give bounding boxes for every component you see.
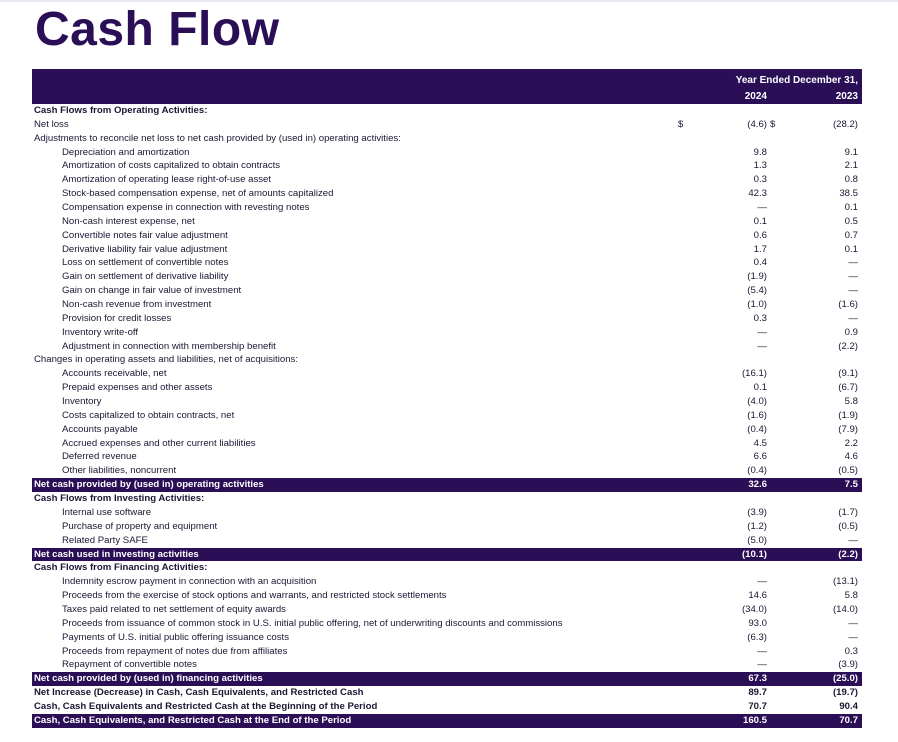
table-row	[32, 256, 862, 270]
row-label: Compensation expense in connection with revesting notes	[62, 202, 310, 214]
row-label: Cash, Cash Equivalents, and Restricted Cash at the End of the Period	[34, 714, 352, 726]
row-label: Cash, Cash Equivalents and Restricted Cash at the Beginning of the Period	[34, 700, 378, 712]
row-label: Net loss	[34, 118, 69, 130]
value-2024: 14.6	[748, 590, 767, 602]
value-2023: (9.1)	[838, 368, 858, 380]
table-row	[32, 132, 862, 146]
cash-flow-table	[32, 104, 862, 728]
table-row	[32, 506, 862, 520]
value-2024: 67.3	[748, 673, 767, 685]
value-2024: —	[757, 202, 767, 214]
value-2023: (7.9)	[838, 423, 858, 435]
value-2023: 0.8	[844, 174, 858, 186]
table-row	[32, 520, 862, 534]
row-label: Proceeds from the exercise of stock options and warrants, and restricted stock settlements	[62, 590, 447, 602]
row-label: Taxes paid related to net settlement of equity awards	[62, 603, 286, 615]
value-2023: 2.1	[844, 160, 858, 172]
value-2023: 2.2	[844, 437, 858, 449]
value-2023: (14.0)	[832, 603, 858, 615]
value-2023: 5.8	[844, 590, 858, 602]
table-row	[32, 575, 862, 589]
value-2023: (0.5)	[838, 465, 858, 477]
value-2024: 0.3	[753, 174, 767, 186]
row-label: Provision for credit losses	[62, 312, 172, 324]
value-2024: 0.3	[753, 312, 767, 324]
value-2024: (1.6)	[747, 409, 767, 421]
value-2024: (1.9)	[747, 271, 767, 283]
value-2023: 0.7	[844, 229, 858, 241]
value-2024: (6.3)	[747, 631, 767, 643]
value-2023: 4.6	[844, 451, 858, 463]
row-label: Purchase of property and equipment	[62, 520, 218, 532]
value-2024: 89.7	[748, 687, 767, 699]
row-label: Internal use software	[62, 506, 152, 518]
table-row	[32, 423, 862, 437]
table-row	[32, 215, 862, 229]
value-2023: —	[848, 285, 858, 297]
row-label: Related Party SAFE	[62, 534, 148, 546]
year-current: 2024	[744, 91, 767, 102]
row-label: Net cash used in investing activities	[34, 548, 199, 560]
value-2023: 70.7	[839, 714, 858, 726]
table-row	[32, 118, 862, 132]
row-label: Proceeds from repayment of notes due from affiliates	[62, 645, 288, 657]
row-label: Non-cash revenue from investment	[62, 299, 212, 311]
value-2023: (2.2)	[838, 548, 858, 560]
value-2023: —	[848, 617, 858, 629]
value-2024: 6.6	[753, 451, 767, 463]
value-2023: —	[848, 312, 858, 324]
value-2023: 38.5	[839, 188, 858, 200]
row-label: Accounts payable	[62, 423, 138, 435]
row-label: Net Increase (Decrease) in Cash, Cash Equivalents, and Restricted Cash	[34, 687, 364, 699]
row-label: Depreciation and amortization	[62, 146, 190, 158]
value-2024: —	[757, 659, 767, 671]
value-2023: 5.8	[844, 396, 858, 408]
value-2023: (1.9)	[838, 409, 858, 421]
row-label: Amortization of operating lease right-of-use asset	[62, 174, 272, 186]
section-row	[32, 686, 862, 700]
value-2023: —	[848, 257, 858, 269]
table-row	[32, 270, 862, 284]
row-label: Adjustments to reconcile net loss to net cash provided by (used in) operating activities:	[34, 132, 401, 144]
value-2024: 0.1	[753, 382, 767, 394]
currency-symbol: $	[770, 118, 776, 130]
value-2023: 0.9	[844, 326, 858, 338]
row-label: Indemnity escrow payment in connection with an acquisition	[62, 576, 317, 588]
value-2023: —	[848, 631, 858, 643]
table-row	[32, 159, 862, 173]
table-row	[32, 658, 862, 672]
value-2024: (34.0)	[741, 603, 767, 615]
value-2023: (6.7)	[838, 382, 858, 394]
value-2024: 1.7	[753, 243, 767, 255]
page-title: Cash Flow	[35, 3, 280, 56]
section-row	[32, 561, 862, 575]
row-label: Accrued expenses and other current liabilities	[62, 437, 256, 449]
row-label: Loss on settlement of convertible notes	[62, 257, 229, 269]
value-2023: 0.5	[844, 215, 858, 227]
period-label: Year Ended December 31,	[735, 75, 858, 86]
table-row	[32, 645, 862, 659]
value-2023: 0.3	[844, 645, 858, 657]
value-2024: (4.6)	[747, 118, 767, 130]
table-row	[32, 284, 862, 298]
year-prior: 2023	[835, 91, 858, 102]
row-label: Cash Flows from Operating Activities:	[34, 105, 208, 116]
row-label: Convertible notes fair value adjustment	[62, 229, 228, 241]
value-2023: (28.2)	[832, 118, 858, 130]
total-row	[32, 478, 862, 492]
row-label: Cash Flows from Financing Activities:	[34, 562, 208, 574]
table-row	[32, 326, 862, 340]
row-label: Changes in operating assets and liabilities, net of acquisitions:	[34, 354, 298, 366]
section-row	[32, 492, 862, 506]
value-2024: (0.4)	[747, 465, 767, 477]
row-label: Non-cash interest expense, net	[62, 215, 195, 227]
value-2023: (1.7)	[838, 506, 858, 518]
row-label: Inventory write-off	[62, 326, 139, 338]
value-2023: 0.1	[844, 202, 858, 214]
table-row	[32, 631, 862, 645]
value-2024: (10.1)	[741, 548, 767, 560]
value-2024: 0.1	[753, 215, 767, 227]
value-2024: (0.4)	[747, 423, 767, 435]
value-2024: (1.2)	[747, 520, 767, 532]
value-2023: 7.5	[844, 479, 858, 491]
table-row	[32, 367, 862, 381]
table-row	[32, 146, 862, 160]
row-label: Derivative liability fair value adjustment	[62, 243, 228, 255]
table-row	[32, 409, 862, 423]
table-header	[32, 69, 862, 104]
table-row	[32, 395, 862, 409]
row-label: Amortization of costs capitalized to obtain contracts	[62, 160, 281, 172]
row-label: Other liabilities, noncurrent	[62, 465, 177, 477]
value-2023: (25.0)	[832, 673, 858, 685]
row-label: Net cash provided by (used in) financing activities	[34, 673, 263, 685]
section-row	[32, 700, 862, 714]
value-2024: (4.0)	[747, 396, 767, 408]
row-label: Gain on settlement of derivative liability	[62, 271, 229, 283]
table-row	[32, 353, 862, 367]
row-label: Stock-based compensation expense, net of amounts capitalized	[62, 188, 334, 200]
value-2024: (16.1)	[741, 368, 767, 380]
value-2023: —	[848, 534, 858, 546]
table-row	[32, 298, 862, 312]
value-2023: (3.9)	[838, 659, 858, 671]
row-label: Payments of U.S. initial public offering issuance costs	[62, 631, 289, 643]
table-row	[32, 173, 862, 187]
value-2024: 93.0	[748, 617, 767, 629]
value-2023: (19.7)	[832, 687, 858, 699]
table-row	[32, 464, 862, 478]
row-label: Repayment of convertible notes	[62, 659, 197, 671]
row-label: Adjustment in connection with membership benefit	[62, 340, 276, 352]
table-row	[32, 589, 862, 603]
value-2023: (1.6)	[838, 299, 858, 311]
value-2024: (5.4)	[747, 285, 767, 297]
value-2024: 1.3	[753, 160, 767, 172]
table-row	[32, 450, 862, 464]
row-label: Prepaid expenses and other assets	[62, 382, 213, 394]
value-2023: 9.1	[844, 146, 858, 158]
total-row	[32, 548, 862, 562]
value-2024: 9.8	[753, 146, 767, 158]
value-2024: (1.0)	[747, 299, 767, 311]
value-2024: 160.5	[742, 714, 767, 726]
row-label: Cash Flows from Investing Activities:	[34, 493, 205, 505]
total-row	[32, 714, 862, 728]
row-label: Net cash provided by (used in) operating activities	[34, 479, 264, 491]
table-row	[32, 381, 862, 395]
total-row	[32, 672, 862, 686]
table-row	[32, 229, 862, 243]
value-2024: 0.6	[753, 229, 767, 241]
value-2024: 32.6	[748, 479, 767, 491]
value-2024: —	[757, 576, 767, 588]
row-label: Gain on change in fair value of investment	[62, 285, 242, 297]
table-row	[32, 617, 862, 631]
value-2024: —	[757, 645, 767, 657]
row-label: Proceeds from issuance of common stock in U.S. initial public offering, net of underwriting discounts and commissions	[62, 617, 563, 629]
value-2023: 90.4	[839, 700, 858, 712]
value-2023: (0.5)	[838, 520, 858, 532]
table-row	[32, 603, 862, 617]
table-row	[32, 243, 862, 257]
row-label: Deferred revenue	[62, 451, 137, 463]
value-2024: —	[757, 326, 767, 338]
value-2023: (2.2)	[838, 340, 858, 352]
value-2023: —	[848, 271, 858, 283]
table-row	[32, 534, 862, 548]
value-2024: 70.7	[748, 700, 767, 712]
value-2024: (3.9)	[747, 506, 767, 518]
value-2024: (5.0)	[747, 534, 767, 546]
table-row	[32, 187, 862, 201]
row-label: Inventory	[62, 396, 102, 408]
row-label: Costs capitalized to obtain contracts, net	[62, 409, 235, 421]
table-row	[32, 437, 862, 451]
value-2024: —	[757, 340, 767, 352]
table-row	[32, 340, 862, 354]
table-row	[32, 312, 862, 326]
value-2023: 0.1	[844, 243, 858, 255]
value-2024: 0.4	[753, 257, 767, 269]
top-divider	[0, 0, 898, 2]
section-row	[32, 104, 862, 118]
value-2024: 4.5	[753, 437, 767, 449]
value-2023: (13.1)	[832, 576, 858, 588]
value-2024: 42.3	[748, 188, 767, 200]
table-row	[32, 201, 862, 215]
row-label: Accounts receivable, net	[62, 368, 167, 380]
currency-symbol: $	[678, 118, 684, 130]
